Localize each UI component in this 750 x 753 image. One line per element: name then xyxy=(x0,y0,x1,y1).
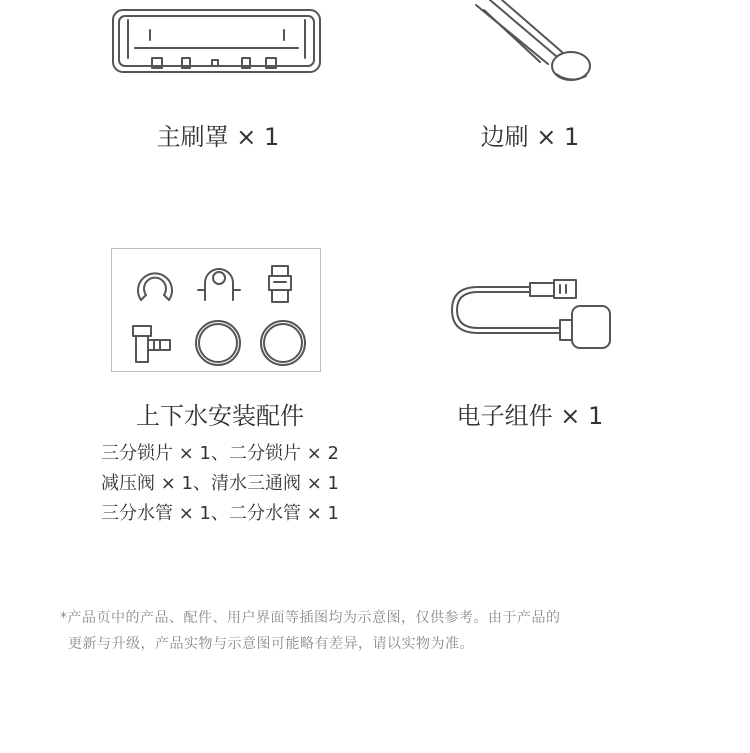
disclaimer-line-2: 更新与升级，产品实物与示意图可能略有差异，请以实物为准。 xyxy=(68,636,474,652)
water-fittings-detail-1: 三分锁片 × 1、二分锁片 × 2 xyxy=(101,443,339,464)
water-fittings-detail-3: 三分水管 × 1、二分水管 × 1 xyxy=(101,503,339,524)
side-brush-label: 边刷 × 1 xyxy=(480,123,580,151)
water-fittings-label: 上下水安装配件 xyxy=(136,402,304,430)
disclaimer-line-1: *产品页中的产品、配件、用户界面等插图均为示意图，仅供参考。由于产品的 xyxy=(60,610,561,626)
electronic-component-label: 电子组件 × 1 xyxy=(456,402,604,430)
water-fittings-detail-2: 减压阀 × 1、清水三通阀 × 1 xyxy=(101,473,339,494)
main-brush-cover-label: 主刷罩 × 1 xyxy=(156,123,280,151)
